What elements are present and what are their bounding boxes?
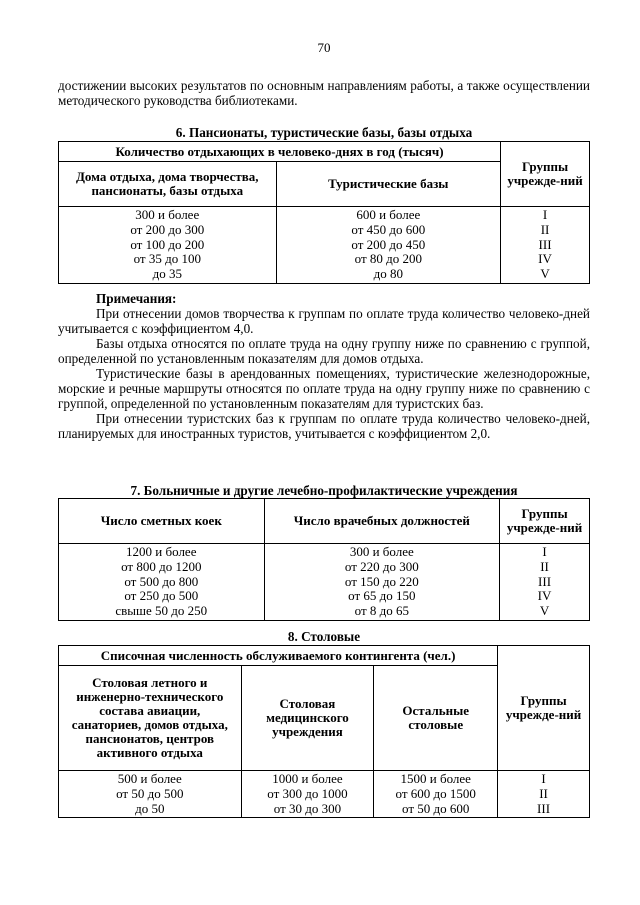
table-cell: до 50 xyxy=(135,800,165,816)
table-cell: II xyxy=(540,221,550,237)
notes-heading: Примечания: xyxy=(96,291,177,306)
table-cell: II xyxy=(539,785,548,801)
s6-values-rest-houses xyxy=(59,207,277,284)
table-cell: от 300 до 1000 xyxy=(267,785,348,801)
s7-values-doctor-positions xyxy=(264,544,500,621)
table-cell: от 100 до 200 xyxy=(130,236,205,252)
note-paragraph: При отнесении туристских баз к группам по оплате труда количество человеко-дней, планируемых для иностранных туристов, учитывается с коэффициентом 2,0. xyxy=(58,411,590,441)
table-cell: от 450 до 600 xyxy=(351,221,426,237)
s7-col-groups: Группы учрежде-ний xyxy=(500,499,590,544)
note-paragraph: Туристические базы в арендованных помещениях, туристические железнодорожные, морские и речные маршруты относятся по оплате труда на одну группу ниже по сравнению с группой, определенной по установленным показателям для туристских баз. xyxy=(58,366,590,411)
table-cell: 300 и более xyxy=(349,544,414,559)
table-cell: II xyxy=(540,558,549,574)
s8-header-span: Списочная численность обслуживаемого контингента (чел.) xyxy=(59,646,498,666)
s6-values-tourist-bases xyxy=(276,207,501,284)
table-cell: I xyxy=(541,771,546,786)
s7-values-beds xyxy=(59,544,265,621)
table-cell: III xyxy=(538,573,552,589)
note-paragraph: Базы отдыха относятся по оплате труда на одну группу ниже по сравнению с группой, определенной по установленным показателям для домов отдыха. xyxy=(58,336,590,366)
table-cell: от 50 до 500 xyxy=(116,785,184,801)
s8-values-medical-canteen xyxy=(241,771,374,818)
s8-values-aviation-canteen xyxy=(59,771,242,818)
section-7-title: 7. Больничные и другие лечебно-профилактические учреждения xyxy=(130,483,518,498)
table-cell: от 50 до 600 xyxy=(402,800,470,816)
table-cell: от 8 до 65 xyxy=(354,603,409,619)
s8-col-medical-canteen: Столовая медицинского учреждения xyxy=(241,666,374,771)
s7-col-beds: Число сметных коек xyxy=(59,499,265,544)
table-cell: IV xyxy=(537,588,552,604)
s8-values-other-canteens xyxy=(374,771,498,818)
table-cell: от 35 до 100 xyxy=(133,251,201,267)
table-cell: I xyxy=(542,544,547,559)
page-number: 70 xyxy=(317,40,331,55)
section-6-table xyxy=(58,141,590,284)
table-cell: от 500 до 800 xyxy=(124,573,199,589)
table-cell: V xyxy=(540,266,550,282)
table-cell: от 65 до 150 xyxy=(348,588,416,604)
table-cell: III xyxy=(537,800,551,816)
table-cell: 600 и более xyxy=(356,207,421,222)
table-cell: от 250 до 500 xyxy=(124,588,199,604)
table-cell: IV xyxy=(538,251,552,267)
table-cell: от 200 до 300 xyxy=(130,221,205,237)
s8-col-other-canteens: Остальные столовые xyxy=(374,666,498,771)
s8-values-groups xyxy=(498,771,590,818)
table-cell: I xyxy=(542,207,548,222)
table-cell: III xyxy=(538,236,552,252)
table-cell: 500 и более xyxy=(117,771,182,786)
s8-col-aviation-canteen: Столовая летного и инженерно-технического состава авиации, санаториев, домов отдыха, пансионатов, центров активного отдыха xyxy=(59,666,242,771)
s6-col-groups: Группы учрежде-ний xyxy=(501,142,590,207)
notes-block xyxy=(58,291,590,441)
table-cell: свыше 50 до 250 xyxy=(115,603,208,619)
section-6-title: 6. Пансионаты, туристические базы, базы отдыха xyxy=(175,125,473,140)
table-cell: 300 и более xyxy=(135,207,200,222)
table-cell: до 35 xyxy=(152,266,182,282)
table-cell: 1200 и более xyxy=(126,544,197,559)
table-cell: до 80 xyxy=(373,266,403,282)
table-cell: V xyxy=(539,603,550,619)
table-cell: от 200 до 450 xyxy=(351,236,426,252)
section-7-table xyxy=(58,498,590,621)
s6-values-groups xyxy=(501,207,590,284)
intro-paragraph: достижении высоких результатов по основным направлениям работы, а также осуществлении методического руководства библиотеками. xyxy=(58,78,590,108)
table-cell: от 150 до 220 xyxy=(344,573,419,589)
table-cell: от 220 до 300 xyxy=(344,558,419,574)
table-cell: от 30 до 300 xyxy=(273,800,342,816)
s7-col-doctor-positions: Число врачебных должностей xyxy=(264,499,500,544)
s7-values-groups xyxy=(500,544,590,621)
s6-header-span: Количество отдыхающих в человеко-днях в год (тысяч) xyxy=(59,142,501,162)
s6-col-rest-houses: Дома отдыха, дома творчества, пансионаты, базы отдыха xyxy=(59,162,277,207)
table-cell: 1000 и более xyxy=(272,771,343,786)
table-cell: от 800 до 1200 xyxy=(121,558,202,574)
note-paragraph: При отнесении домов творчества к группам по оплате труда количество человеко-дней учитывается с коэффициентом 4,0. xyxy=(58,306,590,336)
s6-col-tourist-bases: Туристические базы xyxy=(276,162,501,207)
s8-col-groups: Группы учрежде-ний xyxy=(498,646,590,771)
table-cell: от 600 до 1500 xyxy=(395,785,476,801)
table-cell: от 80 до 200 xyxy=(354,251,422,267)
section-8-title: 8. Столовые xyxy=(287,629,361,644)
table-cell: 1500 и более xyxy=(400,771,471,786)
section-8-table xyxy=(58,645,590,818)
